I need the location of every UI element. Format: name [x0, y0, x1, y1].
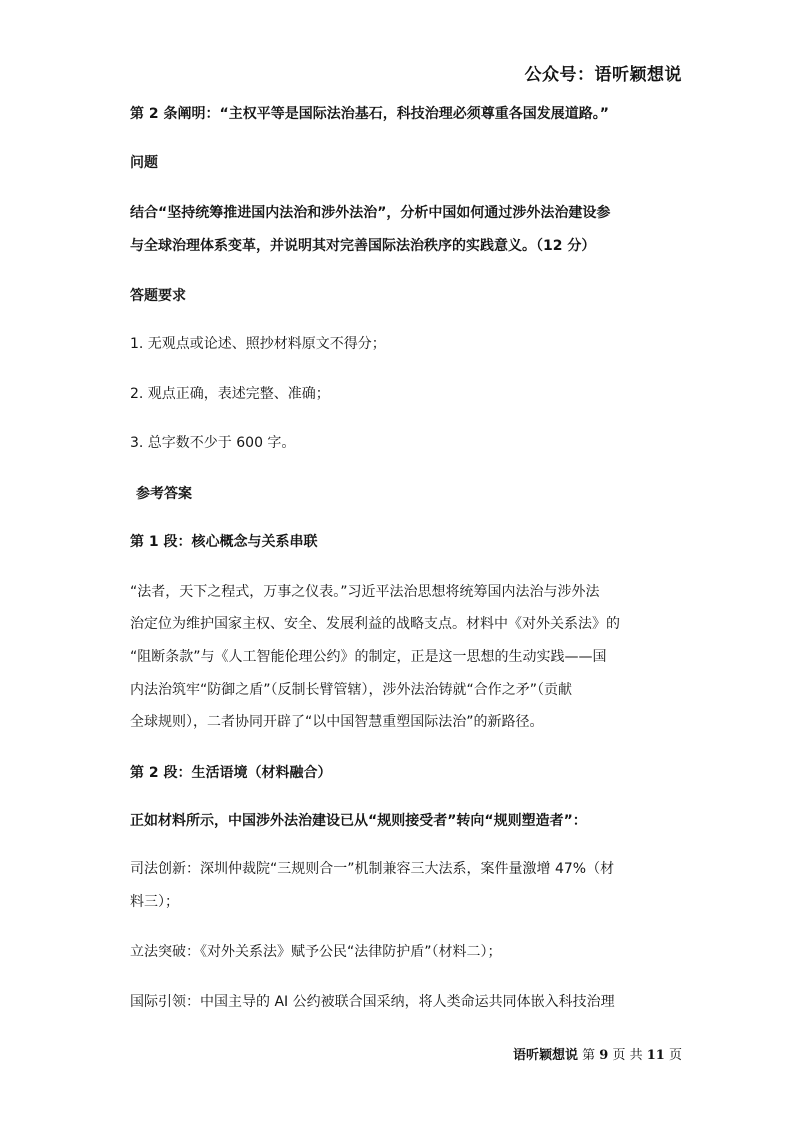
section1-line: 治定位为维护国家主权、安全、发展利益的战略支点。材料中《对外关系法》的 [130, 616, 620, 632]
footer-page-total: 11 [646, 1048, 665, 1063]
requirement-item: 1. 无观点或论述、照抄材料原文不得分； [130, 336, 386, 352]
footer-page-prefix: 第 [582, 1048, 596, 1063]
section1-line: 全球规则），二者协同开辟了“以中国智慧重塑国际法治”的新路径。 [130, 714, 544, 730]
question-line: 结合“坚持统筹推进国内法治和涉外法治”，分析中国如何通过涉外法治建设参 [130, 205, 611, 221]
section1-heading: 第 1 段：核心概念与关系串联 [130, 534, 318, 550]
judicial-line: 司法创新：深圳仲裁院“三规则合一”机制兼容三大法系，案件量激增 47%（材 [130, 861, 615, 877]
requirement-item: 3. 总字数不少于 600 字。 [130, 435, 296, 451]
footer-page-current: 9 [599, 1048, 609, 1063]
footer-page-suffix: 页 [668, 1048, 682, 1063]
section2-heading: 第 2 段：生活语境（材料融合） [130, 765, 332, 781]
header-brand: 公众号：语听颖想说 [524, 65, 682, 85]
international-line: 国际引领：中国主导的 AI 公约被联合国采纳，将人类命运共同体嵌入科技治理 [130, 994, 615, 1010]
requirements-heading: 答题要求 [130, 288, 186, 304]
footer-brand: 语听颖想说 [512, 1048, 578, 1063]
requirement-item: 2. 观点正确，表述完整、准确； [130, 386, 330, 402]
question-heading: 问题 [130, 155, 158, 171]
section1-line: “法者，天下之程式，万事之仪表。”习近平法治思想将统筹国内法治与涉外法 [130, 584, 600, 600]
footer-page-mid: 页 共 [612, 1048, 643, 1063]
answer-heading: 参考答案 [136, 486, 192, 502]
article-quote: 第 2 条阐明：“主权平等是国际法治基石，科技治理必须尊重各国发展道路。” [130, 106, 609, 122]
section2-intro: 正如材料所示，中国涉外法治建设已从“规则接受者”转向“规则塑造者”： [130, 813, 587, 829]
judicial-line: 料三）； [130, 894, 179, 910]
section1-line: 内法治筑牢“防御之盾”（反制长臂管辖），涉外法治铸就“合作之矛”（贡献 [130, 682, 573, 698]
legislative-line: 立法突破：《对外关系法》赋予公民“法律防护盾”（材料二）； [130, 944, 502, 960]
section1-line: “阻断条款”与《人工智能伦理公约》的制定，正是这一思想的生动实践——国 [130, 649, 607, 665]
page-footer [513, 1044, 682, 1063]
question-line: 与全球治理体系变革，并说明其对完善国际法治秩序的实践意义。（12 分） [130, 238, 596, 254]
